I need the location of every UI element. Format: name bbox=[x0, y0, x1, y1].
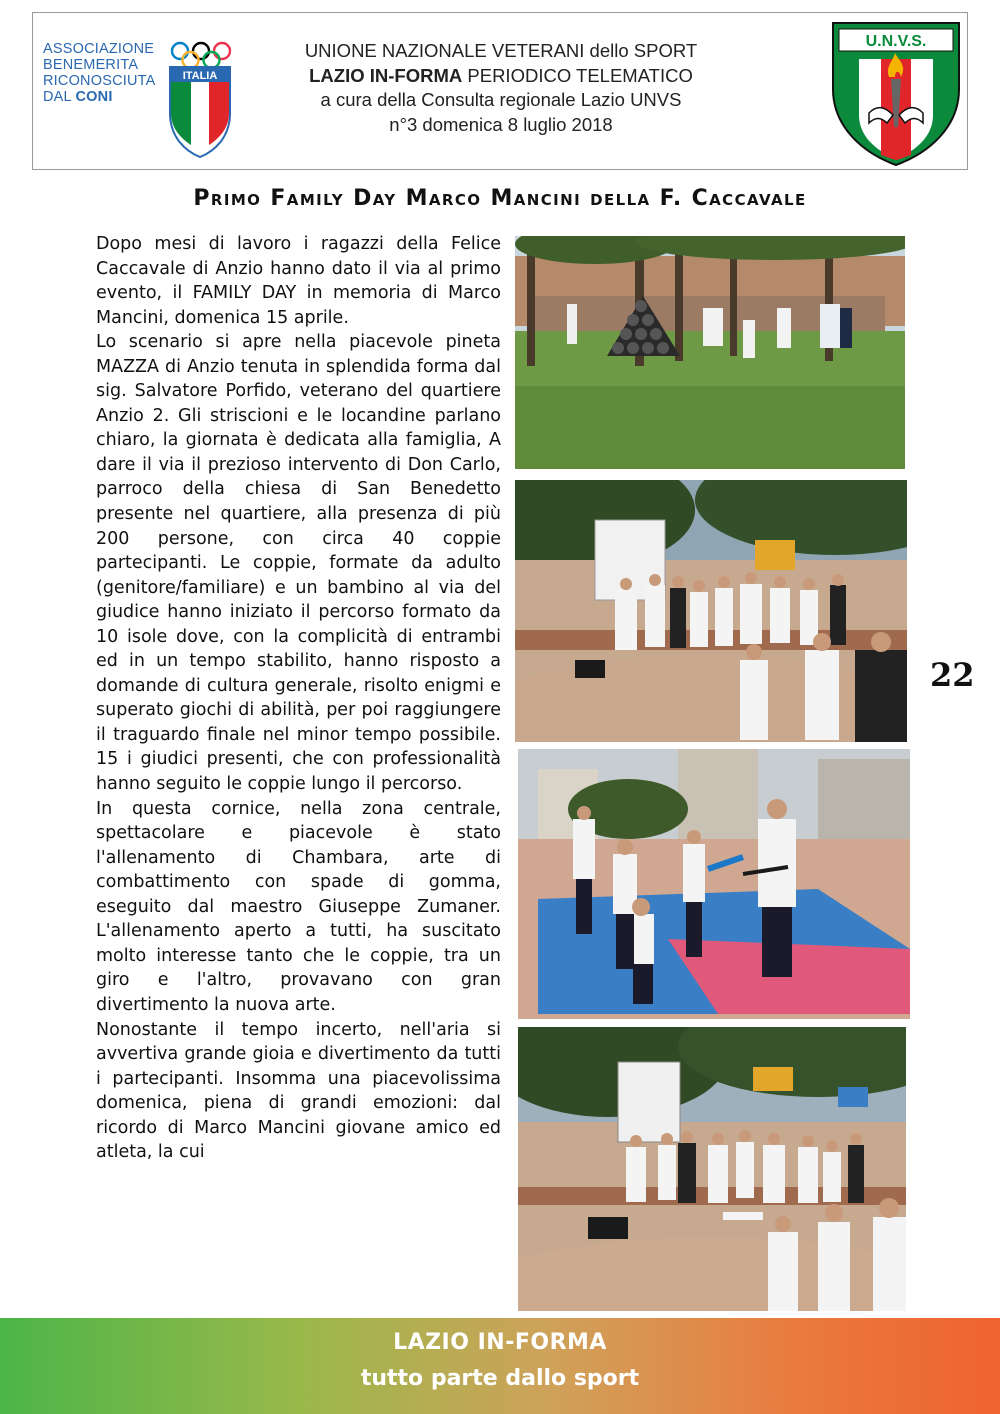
coni-line-2: BENEMERITA bbox=[43, 57, 139, 73]
page-number: 22 bbox=[930, 656, 975, 694]
italia-shield-icon bbox=[167, 63, 233, 159]
masthead-line-1: UNIONE NAZIONALE VETERANI dello SPORT bbox=[304, 40, 698, 61]
article-paragraph: Nonostante il tempo incerto, nell'aria si avvertiva grande gioia e divertimento da tutti i partecipanti. Insomma una piacevolissima domenica, piena di grandi emozioni: dal ricordo di Marco Mancini giovane amico ed atleta, la cui bbox=[96, 1019, 501, 1163]
coni-line-3: RICONOSCIUTA bbox=[43, 73, 156, 89]
photo-pine-park-tire-pyramid bbox=[515, 236, 905, 469]
masthead bbox=[233, 39, 769, 137]
article-body bbox=[96, 232, 501, 1165]
page-header bbox=[32, 12, 968, 170]
coni-line-1: ASSOCIAZIONE bbox=[43, 41, 155, 57]
masthead-periodical-type: PERIODICO TELEMATICO bbox=[462, 64, 693, 86]
article-title: Primo Family Day Marco Mancini della F. Caccavale bbox=[193, 186, 807, 211]
masthead-line-3: a cura della Consulta regionale Lazio UNVS bbox=[320, 89, 682, 110]
photo-participants-gathering bbox=[518, 1027, 906, 1311]
coni-line-4 bbox=[43, 89, 171, 105]
masthead-line-2 bbox=[233, 64, 769, 89]
masthead-issue-date: n°3 domenica 8 luglio 2018 bbox=[389, 113, 613, 135]
unvs-shield-logo bbox=[829, 19, 963, 169]
unvs-label: U.N.V.S. bbox=[865, 33, 927, 50]
italia-label: ITALIA bbox=[182, 70, 218, 82]
article-paragraph: Dopo mesi di lavoro i ragazzi della Felice Caccavale di Anzio hanno dato il via al primo evento, il FAMILY DAY in memoria di Marco Mancini, domenica 15 aprile. bbox=[96, 234, 501, 328]
footer-slogan: tutto parte dallo sport bbox=[360, 1366, 640, 1391]
article-paragraph: Lo scenario si apre nella piacevole pineta MAZZA di Anzio tenuta in splendida forma dal sig. Salvatore Porfido, veterano del quartiere Anzio 2. Gli striscioni e le locandine parlano chiaro, la giornata è dedicata alla famiglia, A dare il via il prezioso intervento di Don Carlo, parroco della chiesa di San Benedetto presente nel quartiere, alla presenza di più 200 persone, con circa 40 coppie partecipanti. Le coppie, formate da adulto (genitore/familiare) e un bambino al via del giudice hanno iniziato il percorso formato da 10 isole dove, con la complicità di entrambi ed in un tempo stabilito, hanno risposto a domande di cultura generale, risolto enigmi e superato giochi di abilità, per poi raggiungere il traguardo finale nel minor tempo possibile. 15 i giudici presenti, che con professionalità hanno seguito le coppie lungo il percorso. bbox=[96, 332, 501, 795]
page-footer bbox=[0, 1318, 1000, 1414]
coni-logo-text bbox=[43, 41, 171, 105]
coni-line-4-strong: CONI bbox=[75, 89, 113, 105]
coni-association-logo bbox=[43, 41, 243, 161]
photo-chambara-training bbox=[518, 749, 910, 1019]
masthead-periodical-name: LAZIO IN-FORMA bbox=[309, 64, 463, 86]
coni-line-4-prefix: DAL bbox=[43, 89, 76, 105]
article-paragraph: In questa cornice, nella zona centrale, spettacolare e piacevole è stato l'allenamento di Chambara, arte di combattimento con spade di gomma, eseguito dal maestro Giuseppe Zumaner. L'allenamento aperto a tutti, ha suscitato molto interesse tanto che le coppie, tra un giro e l'altro, provavano con gran divertimento la nuova arte. bbox=[96, 798, 501, 1015]
photo-opening-ceremony-crowd bbox=[515, 480, 907, 742]
footer-title: LAZIO IN-FORMA bbox=[393, 1330, 607, 1355]
